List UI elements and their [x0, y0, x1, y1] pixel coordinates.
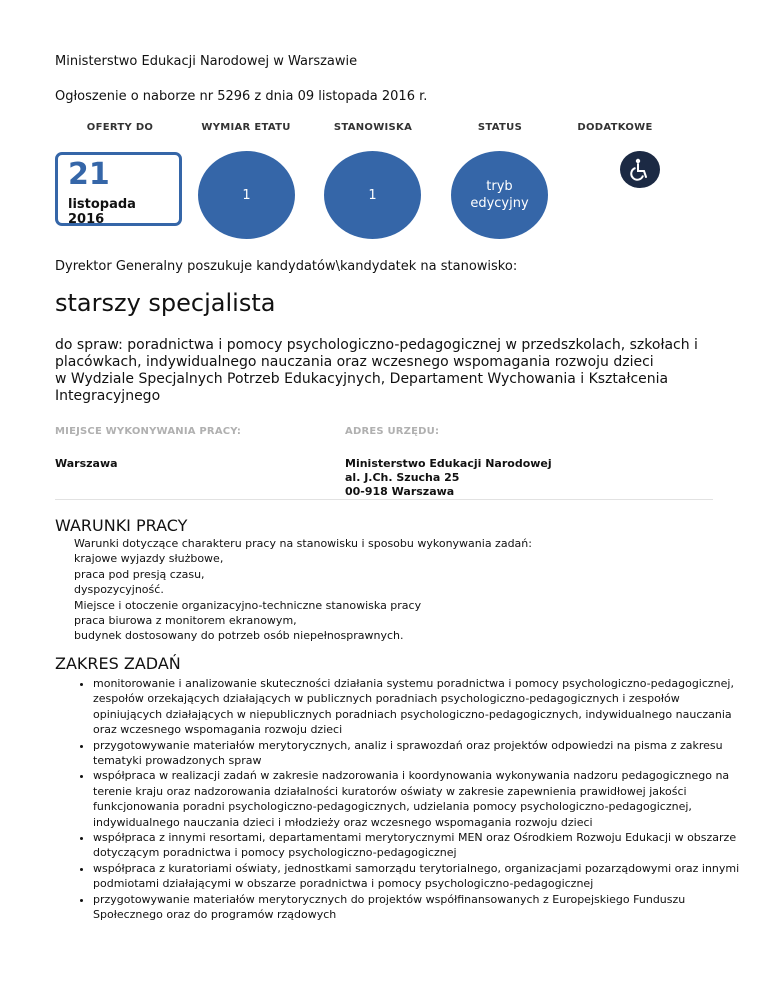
- conditions-line: Warunki dotyczące charakteru pracy na stanowisku i sposobu wykonywania zadań:: [74, 537, 532, 550]
- description-line: w Wydziale Specjalnych Potrzeb Edukacyjnych, Departament Wychowania i Kształcenia: [55, 371, 669, 387]
- conditions-line: Miejsce i otoczenie organizacyjno-techniczne stanowiska pracy: [74, 598, 422, 612]
- status-value-line2: edycyjny: [470, 196, 529, 211]
- tasks-heading: ZAKRES ZADAŃ: [55, 654, 181, 673]
- tasks-list: [57, 676, 753, 923]
- conditions-heading: WARUNKI PRACY: [55, 516, 188, 535]
- section-divider: [55, 499, 713, 500]
- workload-value: 1: [242, 187, 251, 203]
- conditions-line: krajowe wyjazdy służbowe,: [74, 552, 224, 566]
- task-line: • współpraca w realizacji zadań w zakresie nadzorowania i koordynowania wykonywania nadzoru pedagogicznego na: [93, 769, 730, 783]
- deadline-box: [55, 152, 182, 226]
- task-line: terenie kraju oraz nadzorowania działalności kuratorów oświaty w zakresie zapewnienia prawidłowej jakości: [93, 784, 687, 798]
- extra-label: DODATKOWE: [577, 122, 653, 133]
- position-title: starszy specjalista: [55, 289, 276, 317]
- task-line: • monitorowanie i analizowanie skuteczności działania systemu poradnictwa i pomocy psychologiczno-pedagogicznej,: [93, 677, 734, 690]
- deadline-label: OFERTY DO: [86, 122, 154, 133]
- place-value: Warszawa: [55, 457, 118, 470]
- conditions-line: dyspozycyjność.: [74, 583, 164, 597]
- description-line: do spraw: poradnictwa i pomocy psychologiczno-pedagogicznej w przedszkolach, szkołach i: [55, 337, 698, 353]
- positions-value: 1: [368, 187, 377, 203]
- task-line: • współpraca z innymi resortami, departamentami merytorycznymi MEN oraz Ośrodkiem Rozwoju Edukacji w obszarze: [93, 831, 737, 845]
- task-line: zespołów orzekających działających w publicznych poradniach psychologiczno-pedagogicznych i zespołów: [93, 692, 680, 706]
- list-item: [93, 830, 753, 861]
- conditions-line: praca pod presją czasu,: [74, 567, 205, 581]
- task-line: tematyki prowadzonych spraw: [93, 754, 262, 768]
- workload-circle: [198, 151, 295, 239]
- list-item: [93, 768, 753, 830]
- task-line: dotyczącym poradnictwa i pomocy psychologiczno-pedagogicznej: [93, 846, 457, 860]
- positions-label: STANOWISKA: [333, 122, 413, 133]
- address-line: al. J.Ch. Szucha 25: [345, 471, 460, 484]
- deadline-month-year: [68, 197, 136, 227]
- list-item: [93, 861, 753, 892]
- address-label: ADRES URZĘDU:: [345, 426, 440, 437]
- task-line: podmiotami działającymi w obszarze poradnictwa i pomocy psychologiczno-pedagogicznej: [93, 877, 594, 891]
- address-value: [345, 457, 552, 499]
- task-line: oraz wczesnego wspomagania rozwoju dzieci: [93, 723, 343, 737]
- address-line: 00-918 Warszawa: [345, 485, 455, 498]
- description-line: Integracyjnego: [55, 388, 161, 404]
- ministry-name: Ministerstwo Edukacji Narodowej w Warszawie: [55, 54, 358, 69]
- status-circle: [451, 151, 548, 239]
- task-line: Społecznego oraz do programów rządowych: [93, 908, 337, 922]
- list-item: [93, 676, 753, 738]
- description-line: placówkach, indywidualnego nauczania oraz wczesnego wspomagania rozwoju dzieci: [55, 354, 654, 370]
- position-description: [55, 337, 705, 405]
- status-label: STATUS: [477, 122, 523, 133]
- workload-label: WYMIAR ETATU: [201, 122, 291, 133]
- announcement-title: Ogłoszenie o naborze nr 5296 z dnia 09 listopada 2016 r.: [55, 89, 428, 104]
- task-line: • przygotowywanie materiałów merytorycznych, analiz i sprawozdań oraz projektów odpowiedzi na pisma z zakresu: [93, 738, 723, 752]
- conditions-line: praca biurowa z monitorem ekranowym,: [74, 614, 297, 628]
- status-value-line1: tryb: [486, 179, 513, 194]
- conditions-text: [74, 536, 532, 644]
- intro-text: Dyrektor Generalny poszukuje kandydatów\kandydatek na stanowisko:: [55, 259, 518, 274]
- task-line: • przygotowywanie materiałów merytorycznych do projektów współfinansowanych z Europejskiego Funduszu: [93, 892, 686, 906]
- positions-circle: [324, 151, 421, 239]
- deadline-month: listopada: [68, 197, 136, 212]
- task-line: indywidualnego nauczania dzieci i młodzieży oraz wczesnego wspomagania rozwoju dzieci: [93, 815, 593, 829]
- list-item: [93, 738, 753, 769]
- list-item: [93, 892, 753, 923]
- wheelchair-icon: [620, 151, 660, 188]
- place-label: MIEJSCE WYKONYWANIA PRACY:: [55, 426, 242, 437]
- deadline-year: 2016: [68, 212, 105, 227]
- task-line: opiniujących działających w niepublicznych poradniach psychologiczno-pedagogicznych, indywidualnego nauczania: [93, 707, 732, 721]
- task-line: funkcjonowania poradni psychologiczno-pedagogicznych, udzielania pomocy psychologiczno-pedagogicznej,: [93, 800, 692, 814]
- address-line: Ministerstwo Edukacji Narodowej: [345, 457, 552, 470]
- task-line: • współpraca z kuratoriami oświaty, jednostkami samorządu terytorialnego, organizacjami pozarządowymi oraz innymi: [93, 861, 740, 875]
- deadline-day: 21: [68, 157, 110, 192]
- conditions-line: budynek dostosowany do potrzeb osób niepełnosprawnych.: [74, 629, 404, 643]
